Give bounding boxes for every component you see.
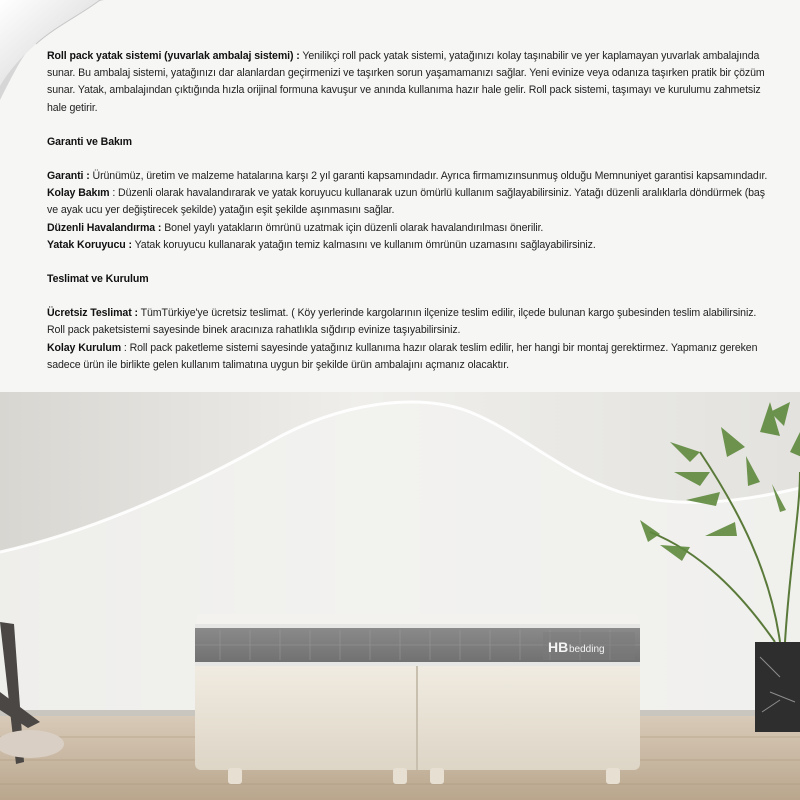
warranty-label: Garanti : <box>47 170 90 183</box>
description-panel <box>0 0 800 392</box>
mattress <box>195 614 640 666</box>
bedroom-scene <box>0 392 800 800</box>
warranty-text: Ürünümüz, üretim ve malzeme hatalarına karşı 2 yıl garanti kapsamındadır. Ayrıca firmamızınsunmuş olduğu Memnuniyet garantisi kapsamındadır. <box>89 170 768 183</box>
product-photo <box>0 392 800 800</box>
delivery-heading: Teslimat ve Kurulum <box>47 273 149 286</box>
protector-text: Yatak koruyucu kullanarak yatağın temiz kalmasını ve kullanım ömrünün uzamasını sağlayabilirsiniz. <box>131 238 596 251</box>
roll-pack-paragraph <box>47 48 772 117</box>
ventilation-label: Düzenli Havalandırma : <box>47 221 162 234</box>
description-text <box>47 48 772 374</box>
roll-pack-title: Roll pack yatak sistemi (yuvarlak ambalaj sistemi) : <box>47 50 300 62</box>
bed-base <box>195 662 640 784</box>
easy-setup-text: : Roll pack paketleme sistemi sayesinde yatağınız kullanıma hazır olarak teslim edilir, her hangi bir montaj gerektirmez. Yapmanız gereken sadece ürün ile birlikte gelen kullanım talimatına uygun bir şekilde ürün ambalajını açmanız olacaktır. <box>47 341 758 371</box>
roll-pack-body: Yenilikçi roll pack yatak sistemi, yatağınızı kolay taşınabilir ve yer kaplamayan yuvarlak ambalajında sunar. Bu ambalaj sistemi, yatağınızı dar alanlardan geçirmenizi ve taşırken sorun yaşamamanızı sağlar. Yeni evinize veya odanıza taşırken pratik bir çözüm sunar. Yatak, ambalajından çıktığında hızla orijinal formuna kavuşur ve anında kullanıma hazır hale gelir. Roll pack sistemi, taşımayı ve kurulumu zahmetsiz hale getirir. <box>47 50 765 114</box>
brand-logo-main: HB <box>548 639 569 655</box>
easy-care-text: : Düzenli olarak havalandırarak ve yatak koruyucu kullanarak uzun ömürlü kullanım sağlayabilirsiniz. Yatağı düzenli aralıklarla döndürmek (baş ve ayak ucu yer değiştirecek şekilde) yatağın eşit şekilde aşınmasını sağlar. <box>47 187 765 217</box>
easy-setup-item <box>47 340 772 374</box>
warranty-heading: Garanti ve Bakım <box>47 135 132 148</box>
easy-care-label: Kolay Bakım <box>47 187 110 200</box>
easy-care-item <box>47 185 772 219</box>
free-delivery-item <box>47 305 772 339</box>
ventilation-text: Bonel yaylı yatakların ömrünü uzatmak için düzenli olarak havalandırılması önerilir. <box>161 221 544 234</box>
protector-item <box>47 237 772 254</box>
easy-setup-label: Kolay Kurulum <box>47 341 122 354</box>
ventilation-item <box>47 220 772 237</box>
warranty-item <box>47 168 772 185</box>
free-delivery-label: Ücretsiz Teslimat : <box>47 307 138 320</box>
free-delivery-text: TümTürkiye'ye ücretsiz teslimat. ( Köy yerlerinde kargolarının ilçenize teslim edilir, ilçede bulunan kargo şubesinden teslim alabilirsiniz. Roll pack paketsistemi sayesinde binek aracınıza rahatlıkla sığdırıp evinize taşıyabilirsiniz. <box>47 307 757 337</box>
brand-logo-sub: bedding <box>569 644 605 655</box>
protector-label: Yatak Koruyucu : <box>47 238 132 251</box>
page-curl-decoration <box>0 0 110 110</box>
